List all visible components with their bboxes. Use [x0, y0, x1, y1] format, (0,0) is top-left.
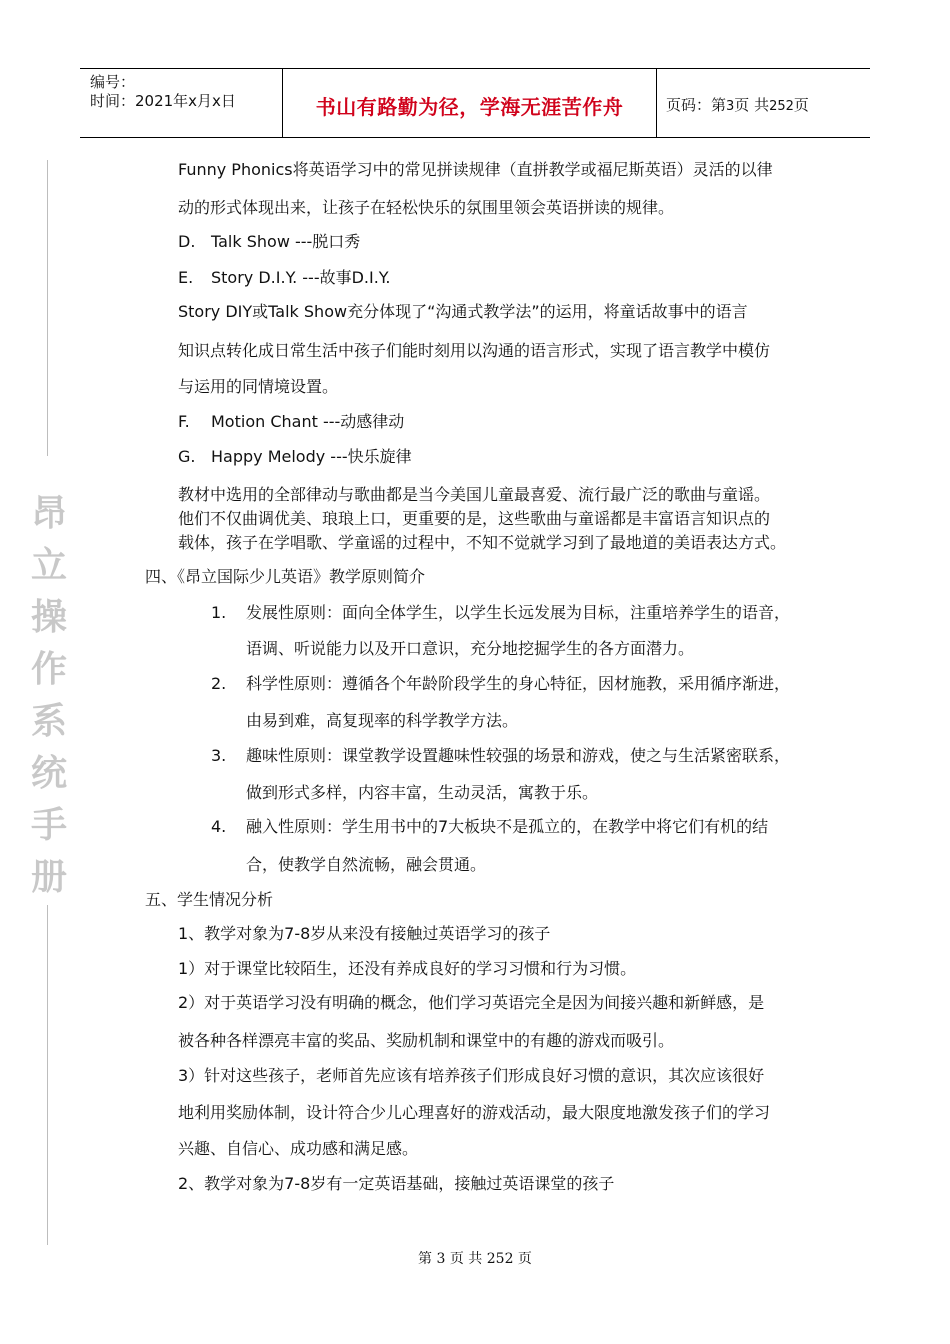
side-rule-bottom [47, 905, 48, 1245]
item-text: 融入性原则：学生用书中的7大板块不是孤立的，在教学中将它们有机的结 [246, 817, 769, 836]
header-motto: 书山有路勤为径，学海无涯苦作舟 [315, 95, 624, 119]
numbered-item-4 [211, 817, 768, 837]
paragraph-line: 地利用奖励体制，设计符合少儿心理喜好的游戏活动，最大限度地激发孩子们的学习 [178, 1103, 771, 1122]
item-number: 1. [211, 603, 227, 622]
numbered-item-1-cont: 语调、听说能力以及开口意识，充分地挖掘学生的各方面潜力。 [246, 639, 695, 658]
item-number: 4. [211, 817, 227, 836]
side-char: 册 [30, 857, 67, 898]
paragraph-line: 兴趣、自信心、成功感和满足感。 [178, 1139, 419, 1158]
page-total: 252 [769, 99, 794, 114]
paragraph-line: 教材中选用的全部律动与歌曲都是当今美国儿童最喜爱、流行最广泛的歌曲与童谣。 [178, 485, 771, 504]
page-suffix: 页 [793, 96, 809, 114]
numbered-item-3 [211, 746, 790, 766]
time-label: 时间：2021年x月x日 [90, 92, 236, 110]
side-char: 手 [30, 805, 67, 846]
paragraph-line: Funny Phonics将英语学习中的常见拼读规律（直拼教学或福尼斯英语）灵活的以律 [178, 160, 773, 179]
header-page-info [666, 94, 809, 115]
item-text: 科学性原则：遵循各个年龄阶段学生的身心特征，因材施教，采用循序渐进， [246, 674, 791, 693]
paragraph-line: 2、教学对象为7-8岁有一定英语基础，接触过英语课堂的孩子 [178, 1174, 615, 1193]
item-number: 2. [211, 674, 227, 693]
page-header [80, 68, 870, 138]
paragraph-line: 被各种各样漂亮丰富的奖品、奖励机制和课堂中的有趣的游戏而吸引。 [178, 1031, 675, 1050]
header-page-cell [656, 69, 870, 137]
numbered-item-2 [211, 674, 790, 694]
list-item-f [178, 412, 404, 432]
side-char: 立 [30, 545, 67, 586]
side-watermark-title [28, 488, 70, 904]
item-marker: G. [178, 447, 196, 466]
paragraph-line: 动的形式体现出来，让孩子在轻松快乐的氛围里领会英语拼读的规律。 [178, 198, 675, 217]
list-item-d [178, 232, 360, 252]
item-text: Story D.I.Y. ---故事D.I.Y. [211, 268, 391, 287]
side-char: 昂 [30, 493, 67, 534]
item-marker: D. [178, 232, 196, 251]
item-marker: E. [178, 268, 194, 287]
numbered-item-1 [211, 603, 790, 623]
paragraph-line: 他们不仅曲调优美、琅琅上口，更重要的是，这些歌曲与童谣都是丰富语言知识点的 [178, 509, 771, 528]
paragraph-line: 1）对于课堂比较陌生，还没有养成良好的学习习惯和行为习惯。 [178, 959, 637, 978]
item-marker: F. [178, 412, 190, 431]
paragraph-line: 1、教学对象为7-8岁从来没有接触过英语学习的孩子 [178, 924, 551, 943]
section-heading-5: 五、学生情况分析 [145, 890, 274, 909]
list-item-g [178, 447, 412, 467]
page-current: 3 [726, 99, 735, 114]
page-middle: 页 共 [734, 96, 770, 114]
list-item-e [178, 268, 390, 288]
paragraph-line: Story DIY或Talk Show充分体现了“沟通式教学法”的运用，将童话故事中的语言 [178, 302, 748, 321]
paragraph-line: 与运用的同情境设置。 [178, 377, 339, 396]
paragraph-line: 载体，孩子在学唱歌、学童谣的过程中，不知不觉就学习到了最地道的美语表达方式。 [178, 533, 787, 552]
numbered-item-4-cont: 合，使教学自然流畅，融会贯通。 [246, 855, 487, 874]
paragraph-line: 知识点转化成日常生活中孩子们能时刻用以沟通的语言形式，实现了语言教学中模仿 [178, 341, 771, 360]
header-meta-cell [80, 69, 282, 137]
side-char: 系 [30, 701, 67, 742]
section-heading-4: 四、《昂立国际少儿英语》教学原则简介 [145, 567, 426, 586]
item-text: 趣味性原则：课堂教学设置趣味性较强的场景和游戏，使之与生活紧密联系， [246, 746, 791, 765]
item-text: Motion Chant ---动感律动 [211, 412, 405, 431]
numbered-item-2-cont: 由易到难，高复现率的科学教学方法。 [246, 711, 519, 730]
item-text: 发展性原则：面向全体学生，以学生长远发展为目标，注重培养学生的语音， [246, 603, 791, 622]
side-char: 操 [30, 597, 67, 638]
item-text: Talk Show ---脱口秀 [211, 232, 361, 251]
numbered-item-3-cont: 做到形式多样，内容丰富，生动灵活，寓教于乐。 [246, 783, 599, 802]
paragraph-line: 3）针对这些孩子，老师首先应该有培养孩子们形成良好习惯的意识，其次应该很好 [178, 1066, 765, 1085]
item-text: Happy Melody ---快乐旋律 [211, 447, 412, 466]
side-char: 统 [30, 753, 67, 794]
paragraph-line: 2）对于英语学习没有明确的概念，他们学习英语完全是因为间接兴趣和新鲜感，是 [178, 993, 765, 1012]
side-rule-top [47, 160, 48, 456]
page-footer: 第 3 页 共 252 页 [418, 1251, 532, 1267]
item-number: 3. [211, 746, 227, 765]
side-char: 作 [30, 649, 67, 690]
page-prefix: 页码：第 [666, 96, 727, 114]
header-motto-cell [282, 69, 657, 137]
id-label: 编号： [90, 73, 136, 91]
